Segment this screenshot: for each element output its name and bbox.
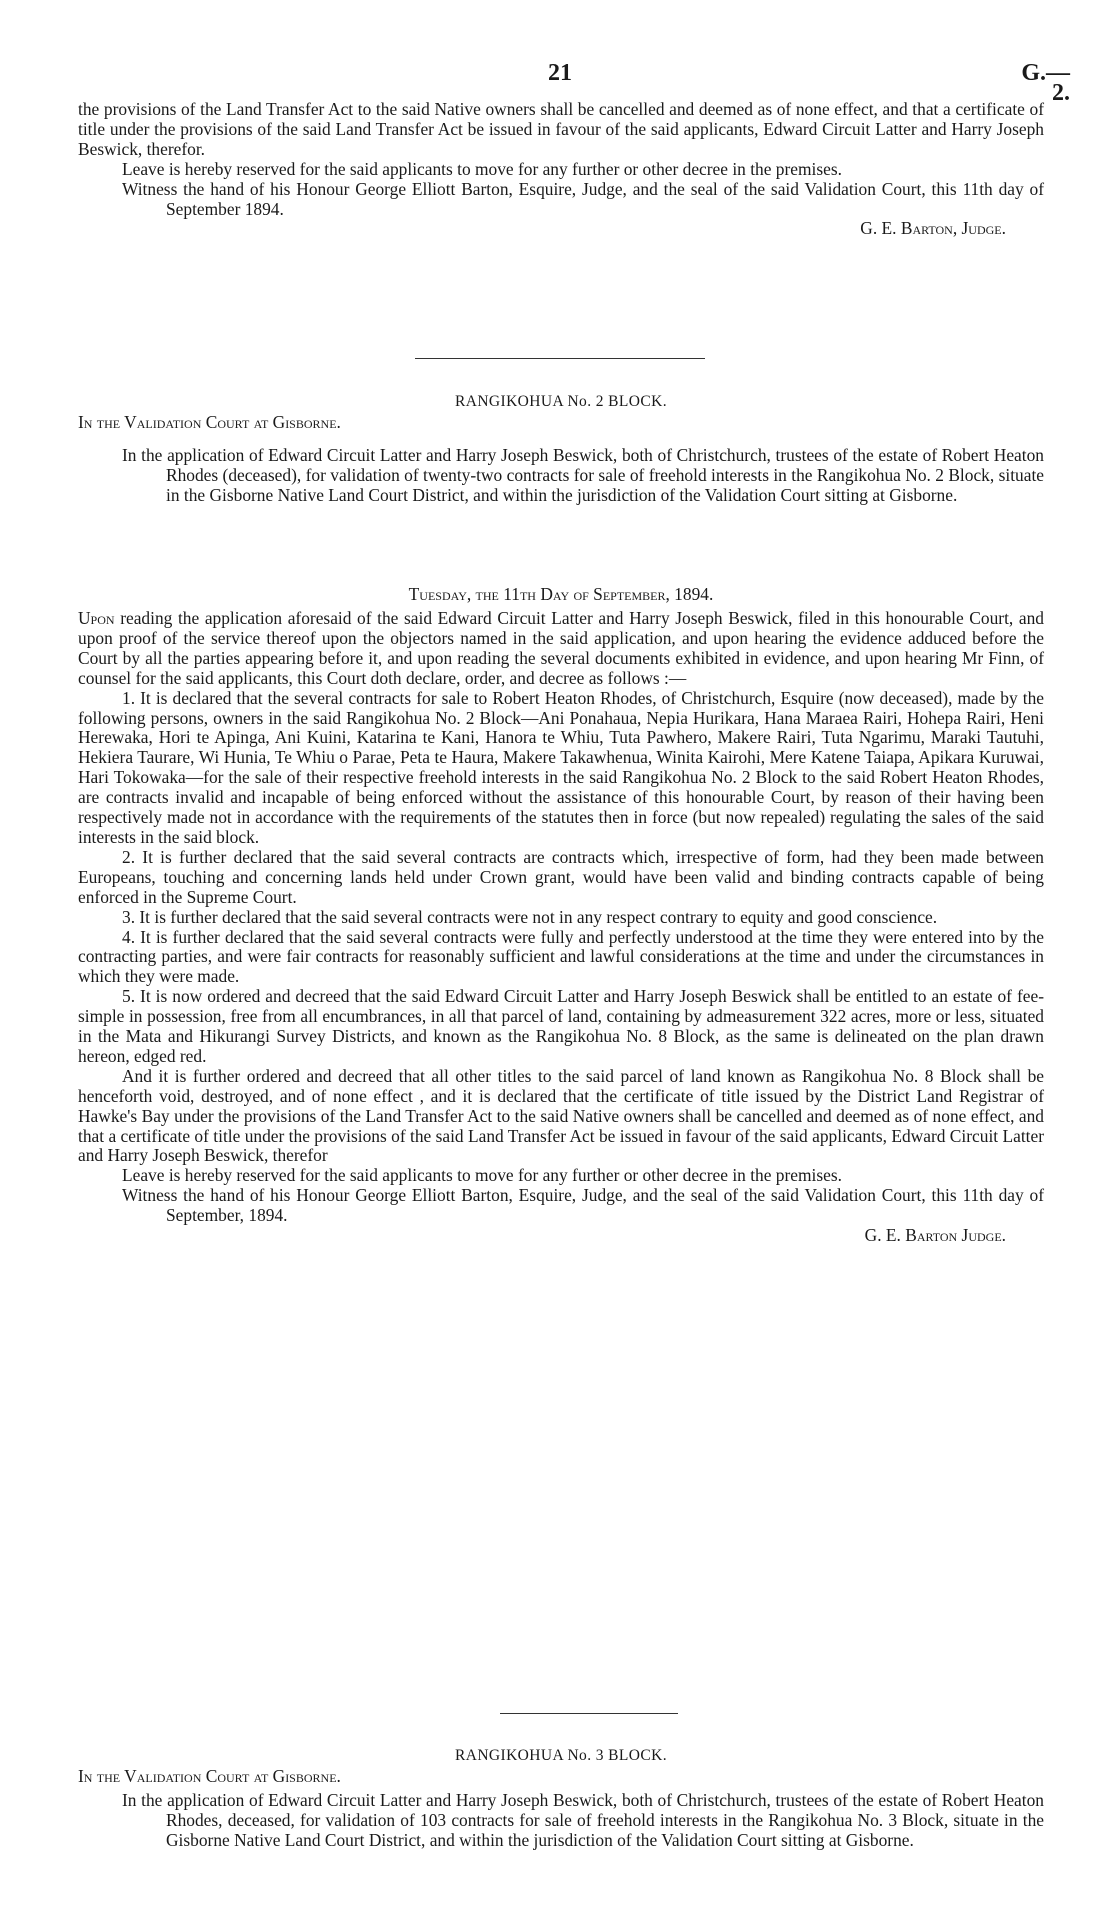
clause-3: 3. It is further declared that the said several contracts were not in any respect contrary to equity and good conscience. xyxy=(122,906,938,927)
judge-signature: G. E. Barton, Judge. xyxy=(860,218,1006,239)
section-2-body xyxy=(78,446,1044,506)
section-title-3: RANGIKOHUA No. 3 BLOCK. xyxy=(455,1747,667,1764)
page-number: 21 xyxy=(548,60,572,86)
hearing-date: Tuesday, the 11th Day of September, 1894. xyxy=(408,584,714,604)
court-heading: In the Validation Court at Gisborne. xyxy=(78,412,341,432)
judge-signature-2: G. E. Barton Judge. xyxy=(864,1225,1006,1246)
section-divider xyxy=(415,358,705,359)
clause-1: 1. It is declared that the several contracts for sale to Robert Heaton Rhodes, of Christchurch, Esquire (now deceased), made by the following persons, owners in the said Rangikohua No. 2 Block—Ani Ponahaua, Nepia Hurikara, Hana Maraea Rairi, Hohepa Rairi, Heni Herewaka, Hori te Apinga, Ani Kuini, Katarina te Kani, Hanora te Whiu, Tuta Pawhero, Makere Rairi, Tuta Ngarimu, Maraki Tautuhi, Hekiera Taurare, Wi Hunia, Te Whiu o Parae, Peta te Haura, Makere Takawhenua, Winita Kairohi, Mere Katene Taiapa, Apikara Kuruwai, Hari Tokowaka—for the sale of their respective freehold interests in the said Rangikohua No. 2 Block to the said Robert Heaton Rhodes, are contracts invalid and incapable of being enforced without the assistance of this honourable Court, by reason of their having been respectively made not in accordance with the requirements of the statutes then in force (but now repealed) regulating the sales of the said interests in the said block. xyxy=(78,687,1044,847)
clause-2: 2. It is further declared that the said several contracts are contracts which, irrespective of form, had they been made between Europeans, touching and concerning lands held under Crown grant, would have been valid and binding contracts capable of being enforced in the Supreme Court. xyxy=(78,846,1044,907)
page-reference: G.—2. xyxy=(1021,60,1070,106)
leave-paragraph-2: Leave is hereby reserved for the said applicants to move for any further or other decree in the premises. xyxy=(122,1165,842,1186)
clause-5: 5. It is now ordered and decreed that the said Edward Circuit Latter and Harry Joseph Beswick shall be entitled to an estate of fee-simple in possession, free from all encumbrances, in all that parcel of land, containing by admeasurement 322 acres, more or less, situated in the Mata and Hikurangi Survey Districts, and known as the Rangikohua No. 8 Block, as the same is delineated on the plan drawn hereon, edged red. xyxy=(78,986,1044,1066)
section-3-body xyxy=(78,1791,1044,1851)
preamble-paragraph xyxy=(78,609,1044,689)
decree-body xyxy=(78,609,1044,1246)
application-paragraph-3: In the application of Edward Circuit Latter and Harry Joseph Beswick, both of Christchurch, trustees of the estate of Robert Heaton Rhodes, deceased, for validation of 103 contracts for sale of freehold interests in the Rangikohua No. 3 Block, situate in the Gisborne Native Land Court District, and within the jurisdiction of the Validation Court sitting at Gisborne. xyxy=(122,1790,1044,1850)
further-decree-paragraph: And it is further ordered and decreed that all other titles to the said parcel of land known as Rangikohua No. 8 Block shall be henceforth void, destroyed, and of none effect , and it is declared that the certificate of title issued by the District Land Registrar of Hawke's Bay under the provisions of the Land Transfer Act to the said Native owners shall be cancelled and deemed as of none effect, and that a certificate of title under the provisions of the said Land Transfer Act be issued in favour of the said applicants, Edward Circuit Latter and Harry Joseph Beswick, therefor xyxy=(78,1065,1044,1166)
witness-paragraph: Witness the hand of his Honour George Elliott Barton, Esquire, Judge, and the seal of the said Validation Court, this 11th day of September 1894. xyxy=(122,178,1044,219)
continuation-paragraph: the provisions of the Land Transfer Act to the said Native owners shall be cancelled and deemed as of none effect, and that a certificate of title under the provisions of the said Land Transfer Act be issued in favour of the said applicants, Edward Circuit Latter and Harry Joseph Beswick, therefor. xyxy=(78,99,1044,159)
court-heading-3: In the Validation Court at Gisborne. xyxy=(78,1766,341,1786)
witness-paragraph-2: Witness the hand of his Honour George Elliott Barton, Esquire, Judge, and the seal of the said Validation Court, this 11th day of September, 1894. xyxy=(122,1185,1044,1226)
preamble-lead: Upon xyxy=(78,608,115,628)
top-section xyxy=(78,100,1044,239)
section-title: RANGIKOHUA No. 2 BLOCK. xyxy=(455,393,667,410)
application-paragraph: In the application of Edward Circuit Latter and Harry Joseph Beswick, both of Christchurch, trustees of the estate of Robert Heaton Rhodes (deceased), for validation of twenty-two contracts for sale of freehold interests in the Rangikohua No. 2 Block, situate in the Gisborne Native Land Court District, and within the jurisdiction of the Validation Court sitting at Gisborne. xyxy=(122,445,1044,505)
section-divider-2 xyxy=(500,1713,678,1714)
leave-paragraph: Leave is hereby reserved for the said applicants to move for any further or other decree in the premises. xyxy=(122,158,842,179)
clause-4: 4. It is further declared that the said several contracts were fully and perfectly understood at the time they were entered into by the contracting parties, and were fair contracts for reasonably sufficient and lawful considerations at the time and under the circumstances in which they were made. xyxy=(78,926,1044,987)
preamble-text: reading the application aforesaid of the said Edward Circuit Latter and Harry Joseph Beswick, filed in this honourable Court, and upon proof of the service thereof upon the objectors named in the said application, and upon hearing the evidence adduced before the Court by all the parties appearing before it, and upon reading the several documents exhibited in evidence, and upon hearing Mr Finn, of counsel for the said applicants, this Court doth declare, order, and decree as follows :— xyxy=(78,608,1044,688)
